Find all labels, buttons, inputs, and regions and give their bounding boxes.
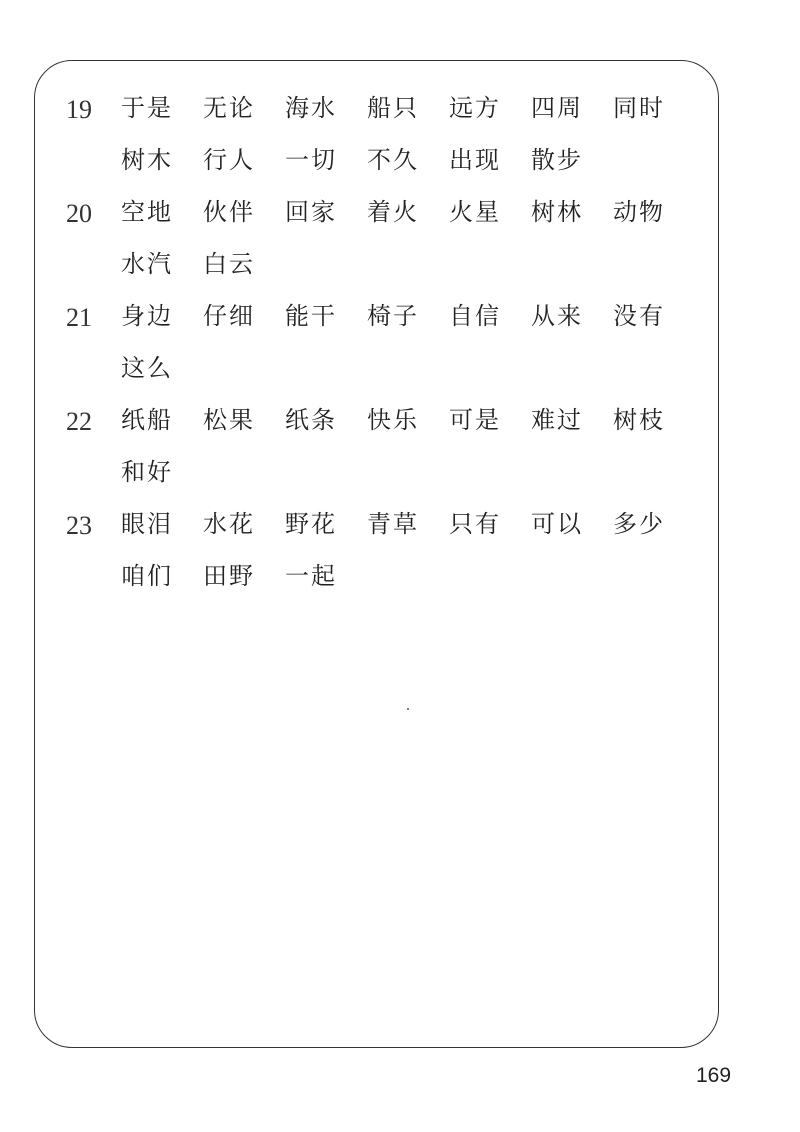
page-number: 169 — [696, 1064, 732, 1087]
vocabulary-word: 快乐 — [367, 406, 419, 434]
stray-dot — [407, 708, 409, 710]
vocabulary-word: 同时 — [613, 94, 665, 122]
vocabulary-word: 着火 — [367, 198, 419, 226]
word-row — [121, 352, 203, 388]
word-row — [121, 404, 695, 440]
vocabulary-word: 没有 — [613, 302, 665, 330]
vocabulary-word: 散步 — [531, 146, 583, 174]
vocabulary-word: 树林 — [531, 198, 583, 226]
vocabulary-word: 这么 — [121, 354, 173, 382]
vocabulary-word: 远方 — [449, 94, 501, 122]
vocabulary-word: 野花 — [285, 510, 337, 538]
vocabulary-word: 纸船 — [121, 406, 173, 434]
vocabulary-word: 空地 — [121, 198, 173, 226]
word-row — [121, 300, 695, 336]
vocabulary-word: 眼泪 — [121, 510, 173, 538]
lesson-number: 21 — [66, 303, 92, 332]
word-row — [121, 456, 203, 492]
word-row — [121, 144, 613, 180]
vocabulary-word: 纸条 — [285, 406, 337, 434]
vocabulary-word: 四周 — [531, 94, 583, 122]
vocabulary-word: 船只 — [367, 94, 419, 122]
lesson-number: 20 — [66, 199, 92, 228]
word-row — [121, 196, 695, 232]
vocabulary-word: 无论 — [203, 94, 255, 122]
vocabulary-word: 行人 — [203, 146, 255, 174]
vocabulary-word: 从来 — [531, 302, 583, 330]
vocabulary-word: 动物 — [613, 198, 665, 226]
vocabulary-word: 仔细 — [203, 302, 255, 330]
vocabulary-word: 身边 — [121, 302, 173, 330]
vocabulary-word: 于是 — [121, 94, 173, 122]
vocabulary-word: 火星 — [449, 198, 501, 226]
vocabulary-word: 松果 — [203, 406, 255, 434]
lesson-number: 22 — [66, 407, 92, 436]
vocabulary-word: 一起 — [285, 562, 337, 590]
vocabulary-word: 不久 — [367, 146, 419, 174]
vocabulary-word: 水花 — [203, 510, 255, 538]
vocabulary-word: 多少 — [613, 510, 665, 538]
vocabulary-word: 只有 — [449, 510, 501, 538]
vocabulary-word: 椅子 — [367, 302, 419, 330]
word-row — [121, 92, 695, 128]
vocabulary-word: 自信 — [449, 302, 501, 330]
lesson-number: 23 — [66, 511, 92, 540]
vocabulary-word: 咱们 — [121, 562, 173, 590]
word-row — [121, 508, 695, 544]
vocabulary-word: 一切 — [285, 146, 337, 174]
word-row — [121, 248, 285, 284]
vocabulary-word: 青草 — [367, 510, 419, 538]
word-row — [121, 560, 367, 596]
vocabulary-word: 能干 — [285, 302, 337, 330]
vocabulary-word: 海水 — [285, 94, 337, 122]
vocabulary-word: 出现 — [449, 146, 501, 174]
vocabulary-word: 可以 — [531, 510, 583, 538]
vocabulary-word: 回家 — [285, 198, 337, 226]
vocabulary-word: 田野 — [203, 562, 255, 590]
vocabulary-word: 和好 — [121, 458, 173, 486]
vocabulary-word: 树木 — [121, 146, 173, 174]
lesson-number: 19 — [66, 95, 92, 124]
vocabulary-word: 难过 — [531, 406, 583, 434]
vocabulary-word: 可是 — [449, 406, 501, 434]
vocabulary-word: 伙伴 — [203, 198, 255, 226]
vocabulary-word: 水汽 — [121, 250, 173, 278]
vocabulary-word: 树枝 — [613, 406, 665, 434]
vocabulary-word: 白云 — [203, 250, 255, 278]
